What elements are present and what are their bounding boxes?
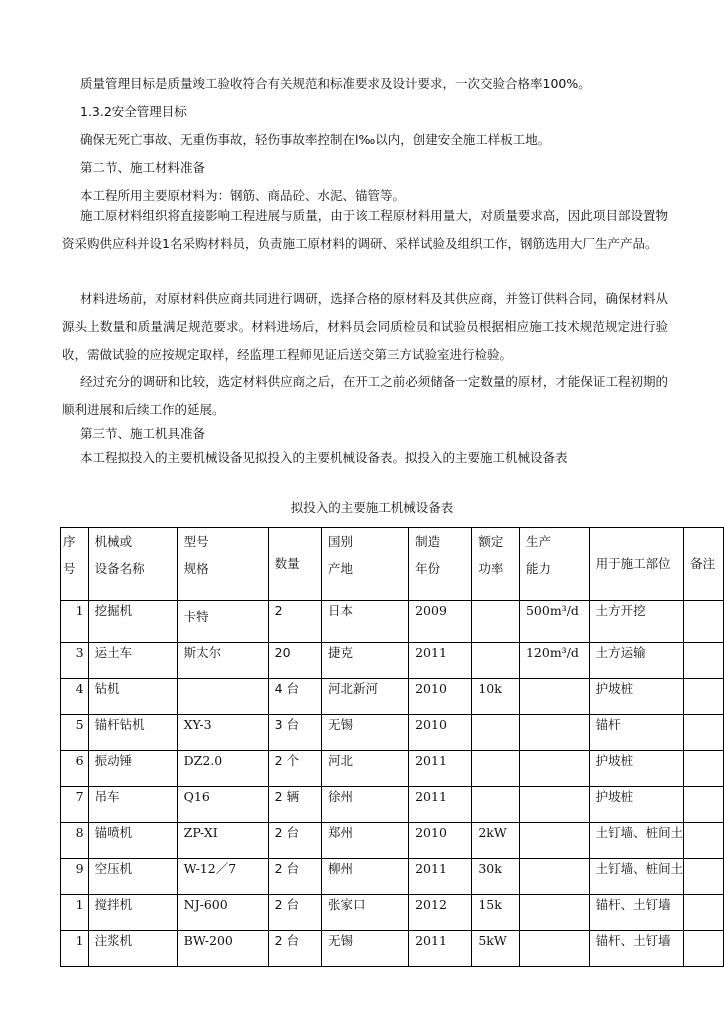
- cell-equipment-name: 锚杆钻机: [88, 715, 177, 751]
- cell-no: 3: [61, 643, 89, 679]
- cell-year: 2010: [409, 715, 472, 751]
- cell-origin: 张家口: [322, 895, 409, 931]
- cell-no: 1: [61, 601, 89, 643]
- table-row: [61, 931, 724, 967]
- paragraph-quality-goal: 质量管理目标是质量竣工验收符合有关规范和标准要求及设计要求，一次交验合格率100%。: [80, 76, 591, 91]
- cell-year: 2011: [409, 787, 472, 823]
- header-quantity: [268, 528, 321, 601]
- header-year: [409, 528, 472, 601]
- cell-quantity: 2 台: [268, 931, 321, 967]
- cell-remark: [684, 715, 724, 751]
- cell-capacity: [519, 715, 589, 751]
- cell-no: 4: [61, 679, 89, 715]
- header-no: [61, 528, 89, 601]
- cell-power: [472, 643, 520, 679]
- table-row: [61, 787, 724, 823]
- cell-capacity: [519, 751, 589, 787]
- cell-equipment-name: 运土车: [88, 643, 177, 679]
- cell-quantity: 2 台: [268, 859, 321, 895]
- cell-capacity: [519, 931, 589, 967]
- header-no-line: 序: [63, 534, 76, 549]
- cell-usage: 土钉墙、桩间土: [589, 859, 684, 895]
- header-no-line: 号: [63, 561, 76, 576]
- cell-power: [472, 601, 520, 643]
- cell-power: [472, 715, 520, 751]
- cell-power: [472, 751, 520, 787]
- heading-section-3: 第三节、施工机具准备: [80, 426, 206, 441]
- header-capacity-line: 能力: [525, 561, 551, 576]
- header-equipment-name: [88, 528, 177, 601]
- cell-origin: 郑州: [322, 823, 409, 859]
- cell-origin: 无锡: [322, 715, 409, 751]
- cell-power: 30k: [472, 859, 520, 895]
- cell-capacity: [519, 895, 589, 931]
- header-usage-line: 用于施工部位: [595, 556, 671, 571]
- cell-model: 卡特: [177, 601, 268, 643]
- cell-origin: 日本: [322, 601, 409, 643]
- table-row: [61, 643, 724, 679]
- cell-usage: 锚杆、土钉墙: [589, 895, 684, 931]
- cell-no: 5: [61, 715, 89, 751]
- cell-power: 2kW: [472, 823, 520, 859]
- cell-no: 9: [61, 859, 89, 895]
- cell-usage: 锚杆、土钉墙: [589, 931, 684, 967]
- cell-remark: [684, 787, 724, 823]
- cell-model: XY-3: [177, 715, 268, 751]
- cell-remark: [684, 895, 724, 931]
- equipment-table: [60, 527, 724, 967]
- cell-remark: [684, 931, 724, 967]
- cell-remark: [684, 601, 724, 643]
- cell-no: 7: [61, 787, 89, 823]
- header-remark-line: 备注: [690, 556, 716, 571]
- cell-power: 15k: [472, 895, 520, 931]
- table-caption: 拟投入的主要施工机械设备表: [290, 500, 454, 515]
- cell-year: 2011: [409, 859, 472, 895]
- cell-origin: 柳州: [322, 859, 409, 895]
- table-row: [61, 823, 724, 859]
- cell-capacity: [519, 823, 589, 859]
- cell-remark: [684, 643, 724, 679]
- cell-model: Q16: [177, 787, 268, 823]
- cell-year: 2011: [409, 751, 472, 787]
- cell-no: 1: [61, 931, 89, 967]
- cell-quantity: 2 辆: [268, 787, 321, 823]
- cell-remark: [684, 859, 724, 895]
- cell-remark: [684, 751, 724, 787]
- cell-usage: 护坡桩: [589, 679, 684, 715]
- cell-no: 6: [61, 751, 89, 787]
- cell-origin: 无锡: [322, 931, 409, 967]
- header-model-line: 型号: [183, 534, 209, 549]
- cell-usage: 护坡桩: [589, 787, 684, 823]
- cell-model: W-12／7: [177, 859, 268, 895]
- cell-equipment-name: 注浆机: [88, 931, 177, 967]
- cell-origin: 河北新河: [322, 679, 409, 715]
- header-model: [177, 528, 268, 601]
- cell-year: 2010: [409, 823, 472, 859]
- cell-capacity: 120m³/d: [519, 643, 589, 679]
- header-origin-line: 国别: [328, 534, 354, 549]
- cell-capacity: 500m³/d: [519, 601, 589, 643]
- table-row: [61, 679, 724, 715]
- header-power: [472, 528, 520, 601]
- cell-power: 10k: [472, 679, 520, 715]
- cell-capacity: [519, 679, 589, 715]
- cell-quantity: 2 个: [268, 751, 321, 787]
- cell-capacity: [519, 787, 589, 823]
- paragraph-equipment-intro: 本工程拟投入的主要机械设备见拟投入的主要机械设备表。拟投入的主要施工机械设备表: [80, 450, 568, 465]
- cell-year: 2009: [409, 601, 472, 643]
- cell-quantity: 2 台: [268, 895, 321, 931]
- cell-equipment-name: 锚喷机: [88, 823, 177, 859]
- cell-quantity: 4 台: [268, 679, 321, 715]
- cell-year: 2010: [409, 679, 472, 715]
- cell-model: BW-200: [177, 931, 268, 967]
- header-power-line: 额定: [478, 534, 504, 549]
- cell-year: 2011: [409, 643, 472, 679]
- cell-remark: [684, 679, 724, 715]
- cell-remark: [684, 823, 724, 859]
- cell-model: NJ-600: [177, 895, 268, 931]
- cell-model: DZ2.0: [177, 751, 268, 787]
- heading-section-2: 第二节、施工材料准备: [80, 160, 206, 175]
- cell-year: 2012: [409, 895, 472, 931]
- cell-no: 1: [61, 895, 89, 931]
- header-quantity-line: 数量: [274, 556, 300, 571]
- header-power-line: 功率: [478, 561, 504, 576]
- cell-year: 2011: [409, 931, 472, 967]
- cell-model: [177, 679, 268, 715]
- cell-equipment-name: 挖掘机: [88, 601, 177, 643]
- cell-equipment-name: 吊车: [88, 787, 177, 823]
- table-row: [61, 715, 724, 751]
- cell-capacity: [519, 859, 589, 895]
- header-capacity-line: 生产: [525, 534, 551, 549]
- cell-usage: 土方开挖: [589, 601, 684, 643]
- cell-model: 斯太尔: [177, 643, 268, 679]
- header-capacity: [519, 528, 589, 601]
- cell-power: [472, 787, 520, 823]
- header-origin-line: 产地: [328, 561, 354, 576]
- cell-quantity: 2 台: [268, 823, 321, 859]
- cell-equipment-name: 空压机: [88, 859, 177, 895]
- cell-usage: 土钉墙、桩间土: [589, 823, 684, 859]
- paragraph-safety-goal: 确保无死亡事故、无重伤事故，轻伤事故率控制在l‰以内，创建安全施工样板工地。: [80, 132, 551, 147]
- header-equipment-name-line: 机械或: [94, 534, 133, 549]
- cell-equipment-name: 搅拌机: [88, 895, 177, 931]
- cell-equipment-name: 钻机: [88, 679, 177, 715]
- header-year-line: 制造: [415, 534, 441, 549]
- paragraph-materials-list: 本工程所用主要原材料为：钢筋、商品砼、水泥、锚管等。: [80, 188, 406, 203]
- cell-usage: 护坡桩: [589, 751, 684, 787]
- paragraph-materials-stock: 经过充分的调研和比较，选定材料供应商之后，在开工之前必须储备一定数量的原材，才能保证工程初期的顺利进展和后续工作的延展。: [62, 374, 668, 418]
- cell-usage: 土方运输: [589, 643, 684, 679]
- cell-origin: 徐州: [322, 787, 409, 823]
- cell-equipment-name: 振动锤: [88, 751, 177, 787]
- paragraph-materials-organization: 施工原材料组织将直接影响工程进展与质量，由于该工程原材料用量大，对质量要求高，因此项目部设置物资采购供应科并设1名采购材料员，负责施工原材料的调研、采样试验及组织工作，钢筋选用大厂生产产品。: [62, 208, 668, 252]
- cell-no: 8: [61, 823, 89, 859]
- cell-model: ZP-XI: [177, 823, 268, 859]
- table-row: [61, 859, 724, 895]
- header-model-line: 规格: [183, 561, 209, 576]
- cell-origin: 河北: [322, 751, 409, 787]
- header-remark: [684, 528, 724, 601]
- cell-origin: 捷克: [322, 643, 409, 679]
- header-usage: [589, 528, 684, 601]
- cell-quantity: 20: [268, 643, 321, 679]
- cell-quantity: 2: [268, 601, 321, 643]
- table-header-row: [61, 528, 724, 601]
- heading-safety-goal: 1.3.2安全管理目标: [80, 104, 187, 119]
- table-row: [61, 751, 724, 787]
- cell-usage: 锚杆: [589, 715, 684, 751]
- cell-power: 5kW: [472, 931, 520, 967]
- table-row: [61, 601, 724, 643]
- table-row: [61, 895, 724, 931]
- header-equipment-name-line: 设备名称: [94, 561, 145, 576]
- header-origin: [322, 528, 409, 601]
- header-year-line: 年份: [415, 561, 441, 576]
- cell-quantity: 3 台: [268, 715, 321, 751]
- paragraph-materials-inspection: 材料进场前，对原材料供应商共同进行调研，选择合格的原材料及其供应商，并签订供料合同，确保材料从源头上数量和质量满足规范要求。材料进场后，材料员会同质检员和试验员根据相应施工技术规范规定进行验收，需做试验的应按规定取样，经监理工程师见证后送交第三方试验室进行检验。: [62, 291, 668, 363]
